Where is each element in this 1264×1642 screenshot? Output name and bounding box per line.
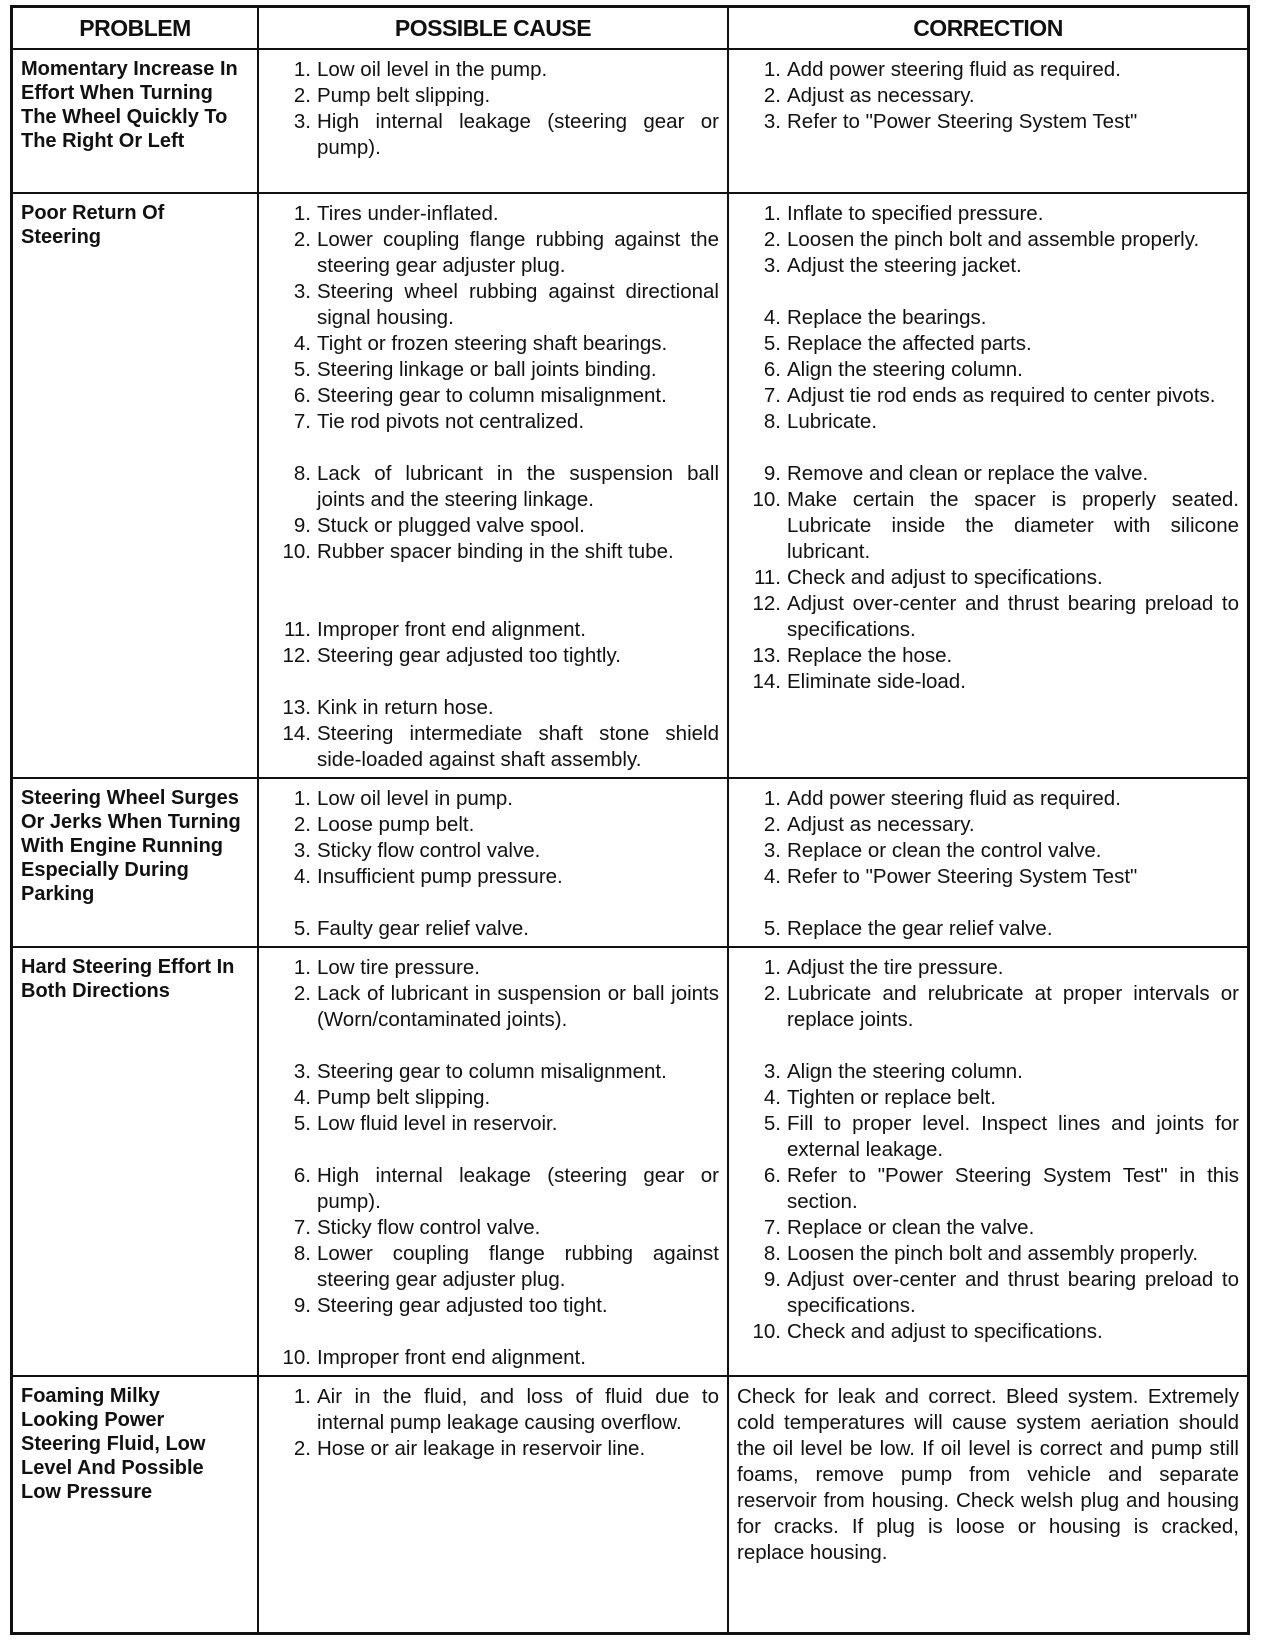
item-number: 5. [293, 917, 311, 940]
list-item [267, 1241, 719, 1293]
item-number: 11. [754, 566, 781, 589]
item-text: Lack of lubricant in the suspension ball joints and the steering linkage. [317, 462, 719, 511]
problem-cell [13, 778, 258, 947]
item-text: Lubricate and relubricate at proper intervals or replace joints. [787, 982, 1239, 1031]
list-item [737, 83, 1239, 109]
list-item [737, 227, 1239, 253]
item-text: Steering linkage or ball joints binding. [317, 358, 657, 381]
item-number: 4. [293, 1086, 311, 1109]
item-number: 6. [293, 384, 311, 407]
item-number: 2. [293, 84, 311, 107]
list-item [737, 1163, 1239, 1215]
problem-cell [13, 947, 258, 1376]
item-text: Steering gear to column misalignment. [317, 1060, 667, 1083]
item-number: 8. [293, 1242, 311, 1265]
item-text: Adjust over-center and thrust bearing preload to specifications. [787, 1268, 1239, 1317]
list-item [737, 57, 1239, 83]
cause-cell [258, 947, 728, 1376]
item-number: 2. [763, 982, 781, 1005]
item-text: Lack of lubricant in suspension or ball joints (Worn/contaminated joints). [317, 982, 719, 1031]
cause-list [267, 1384, 719, 1462]
item-number: 5. [763, 917, 781, 940]
item-text: Improper front end alignment. [317, 618, 586, 641]
item-text: Align the steering column. [787, 1060, 1023, 1083]
item-text: Refer to "Power Steering System Test" [787, 110, 1138, 133]
item-text: Stuck or plugged valve spool. [317, 514, 585, 537]
list-item [737, 565, 1239, 591]
item-text: Loosen the pinch bolt and assemble properly. [787, 228, 1200, 251]
cause-list [267, 201, 719, 773]
table-row [13, 947, 1247, 1376]
list-item [267, 1436, 719, 1462]
list-item [267, 617, 719, 643]
list-item [267, 1059, 719, 1085]
table-row [13, 1376, 1247, 1632]
item-text: Steering gear adjusted too tight. [317, 1294, 608, 1317]
list-item [267, 1111, 719, 1137]
item-number: 3. [763, 254, 781, 277]
item-text: Tie rod pivots not centralized. [317, 410, 585, 433]
list-item [267, 201, 719, 227]
list-item [267, 864, 719, 890]
list-item [737, 1215, 1239, 1241]
header-correction: CORRECTION [728, 8, 1247, 49]
item-number: 1. [763, 202, 781, 225]
item-text: Tires under-inflated. [317, 202, 499, 225]
item-text: Insufficient pump pressure. [317, 865, 563, 888]
item-number: 3. [763, 1060, 781, 1083]
item-number: 4. [763, 1086, 781, 1109]
item-text: Add power steering fluid as required. [787, 58, 1121, 81]
list-item [267, 383, 719, 409]
header-row [13, 8, 1247, 49]
list-item [267, 1085, 719, 1111]
item-text: Fill to proper level. Inspect lines and joints for external leakage. [787, 1112, 1239, 1161]
item-text: Loose pump belt. [317, 813, 475, 836]
item-number: 14. [752, 670, 781, 693]
list-item [737, 109, 1239, 135]
item-text: Steering intermediate shaft stone shield side-loaded against shaft assembly. [317, 722, 719, 771]
list-item [267, 1345, 719, 1371]
table-row [13, 49, 1247, 193]
item-number: 5. [763, 332, 781, 355]
item-text: Adjust the steering jacket. [787, 254, 1022, 277]
list-item [737, 1319, 1239, 1345]
item-text: Loosen the pinch bolt and assembly properly. [787, 1242, 1199, 1265]
item-text: Adjust tie rod ends as required to center pivots. [787, 384, 1216, 407]
item-text: Pump belt slipping. [317, 84, 491, 107]
list-item [737, 357, 1239, 383]
list-item [267, 279, 719, 331]
item-text: Remove and clean or replace the valve. [787, 462, 1149, 485]
item-number: 1. [293, 787, 311, 810]
list-item [267, 838, 719, 864]
item-text: Lower coupling flange rubbing against the steering gear adjuster plug. [317, 228, 719, 277]
item-number: 2. [293, 982, 311, 1005]
correction-cell [728, 193, 1247, 778]
diagnosis-table [13, 8, 1247, 1632]
list-item [737, 1267, 1239, 1319]
item-number: 2. [763, 228, 781, 251]
problem-cell [13, 193, 258, 778]
list-item [737, 1241, 1239, 1267]
item-number: 4. [293, 865, 311, 888]
correction-cell [728, 1376, 1247, 1632]
list-item [267, 812, 719, 838]
list-item [267, 1384, 719, 1436]
list-item [737, 331, 1239, 357]
table-row [13, 778, 1247, 947]
cause-list [267, 955, 719, 1371]
item-text: Inflate to specified pressure. [787, 202, 1044, 225]
item-text: Kink in return hose. [317, 696, 494, 719]
item-text: Adjust the tire pressure. [787, 956, 1004, 979]
item-number: 4. [763, 865, 781, 888]
list-item [267, 916, 719, 942]
item-number: 3. [293, 839, 311, 862]
correction-list [737, 201, 1239, 695]
item-text: Pump belt slipping. [317, 1086, 491, 1109]
item-number: 5. [763, 1112, 781, 1135]
item-number: 12. [282, 644, 311, 667]
item-text: High internal leakage (steering gear or pump). [317, 110, 719, 159]
list-item [737, 864, 1239, 890]
item-number: 9. [293, 1294, 311, 1317]
item-number: 2. [293, 228, 311, 251]
item-number: 10. [752, 488, 781, 511]
item-number: 5. [293, 358, 311, 381]
list-item [267, 331, 719, 357]
item-number: 10. [282, 1346, 311, 1369]
list-item [267, 643, 719, 669]
correction-list [737, 57, 1239, 135]
item-number: 3. [763, 839, 781, 862]
item-number: 3. [293, 110, 311, 133]
item-text: Adjust over-center and thrust bearing preload to specifications. [787, 592, 1239, 641]
item-number: 1. [293, 956, 311, 979]
item-text: Improper front end alignment. [317, 1346, 586, 1369]
item-number: 7. [293, 410, 311, 433]
list-item [737, 487, 1239, 565]
item-number: 3. [293, 280, 311, 303]
list-item [737, 812, 1239, 838]
item-text: Air in the fluid, and loss of fluid due to internal pump leakage causing overflow. [317, 1385, 719, 1434]
item-number: 2. [763, 813, 781, 836]
list-item [267, 695, 719, 721]
item-text: Replace or clean the control valve. [787, 839, 1102, 862]
list-item [267, 513, 719, 539]
item-text: High internal leakage (steering gear or pump). [317, 1164, 719, 1213]
item-text: Eliminate side-load. [787, 670, 966, 693]
item-text: Make certain the spacer is properly seated. Lubricate inside the diameter with silicone lubricant. [787, 488, 1239, 563]
item-number: 11. [284, 618, 311, 641]
item-text: Add power steering fluid as required. [787, 787, 1121, 810]
list-item [267, 461, 719, 513]
table-row [13, 193, 1247, 778]
problem-cell [13, 1376, 258, 1632]
item-text: Rubber spacer binding in the shift tube. [317, 540, 674, 563]
list-item [267, 955, 719, 981]
list-item [737, 981, 1239, 1033]
item-number: 2. [293, 813, 311, 836]
list-item [267, 721, 719, 773]
item-number: 3. [763, 110, 781, 133]
item-number: 1. [763, 787, 781, 810]
item-number: 6. [293, 1164, 311, 1187]
cause-list [267, 57, 719, 161]
item-text: Steering gear to column misalignment. [317, 384, 667, 407]
list-item [267, 1293, 719, 1319]
item-number: 9. [763, 1268, 781, 1291]
item-text: Refer to "Power Steering System Test" in this section. [787, 1164, 1239, 1213]
item-number: 1. [293, 202, 311, 225]
item-text: Tighten or replace belt. [787, 1086, 996, 1109]
list-item [267, 57, 719, 83]
item-number: 9. [293, 514, 311, 537]
list-item [737, 409, 1239, 435]
list-item [267, 83, 719, 109]
item-number: 8. [763, 1242, 781, 1265]
item-text: Align the steering column. [787, 358, 1023, 381]
item-text: Replace the gear relief valve. [787, 917, 1053, 940]
list-item [737, 1111, 1239, 1163]
list-item [737, 786, 1239, 812]
cause-cell [258, 1376, 728, 1632]
item-text: Hose or air leakage in reservoir line. [317, 1437, 646, 1460]
item-text: Sticky flow control valve. [317, 1216, 541, 1239]
problem-text: Foaming Milky Looking Power Steering Fluid, Low Level And Possible Low Pressure [21, 1385, 206, 1503]
list-item [267, 227, 719, 279]
header-possible-cause: POSSIBLE CAUSE [258, 8, 728, 49]
cause-cell [258, 49, 728, 193]
correction-list [737, 786, 1239, 942]
list-item [737, 1085, 1239, 1111]
correction-cell [728, 778, 1247, 947]
item-number: 13. [282, 696, 311, 719]
list-item [267, 109, 719, 161]
problem-cell [13, 49, 258, 193]
item-text: Sticky flow control valve. [317, 839, 541, 862]
item-text: Replace the hose. [787, 644, 953, 667]
cause-cell [258, 193, 728, 778]
item-number: 7. [763, 1216, 781, 1239]
list-item [737, 201, 1239, 227]
problem-text: Steering Wheel Surges Or Jerks When Turning With Engine Running Especially During Parking [21, 787, 241, 905]
item-number: 9. [763, 462, 781, 485]
item-text: Refer to "Power Steering System Test" [787, 865, 1138, 888]
correction-paragraph: Check for leak and correct. Bleed system. Extremely cold temperatures will cause system aeriation should the oil level be low. If oil level is correct and pump still foams, remove pump from vehicle and separate reservoir from housing. Check welsh plug and housing for cracks. If plug is loose or housing is cracked, replace housing. [737, 1385, 1239, 1564]
list-item [737, 1059, 1239, 1085]
list-item [267, 539, 719, 565]
item-text: Check and adjust to specifications. [787, 1320, 1103, 1343]
item-number: 1. [763, 956, 781, 979]
item-number: 8. [763, 410, 781, 433]
correction-list [737, 955, 1239, 1345]
item-number: 10. [282, 540, 311, 563]
item-number: 14. [282, 722, 311, 745]
item-text: Steering wheel rubbing against directional signal housing. [317, 280, 719, 329]
item-number: 12. [752, 592, 781, 615]
list-item [737, 461, 1239, 487]
item-text: Steering gear adjusted too tightly. [317, 644, 621, 667]
item-number: 1. [293, 1385, 311, 1408]
item-text: Lower coupling flange rubbing against steering gear adjuster plug. [317, 1242, 719, 1291]
item-number: 1. [293, 58, 311, 81]
item-number: 7. [763, 384, 781, 407]
item-number: 2. [763, 84, 781, 107]
list-item [267, 1215, 719, 1241]
troubleshooting-table [10, 5, 1250, 1635]
list-item [267, 981, 719, 1033]
list-item [737, 253, 1239, 279]
list-item [737, 383, 1239, 409]
item-text: Low oil level in pump. [317, 787, 513, 810]
item-number: 4. [763, 306, 781, 329]
item-text: Lubricate. [787, 410, 878, 433]
list-item [267, 1163, 719, 1215]
correction-cell [728, 49, 1247, 193]
problem-text: Momentary Increase In Effort When Turning The Wheel Quickly To The Right Or Left [21, 58, 238, 152]
item-number: 4. [293, 332, 311, 355]
list-item [737, 669, 1239, 695]
item-text: Replace the affected parts. [787, 332, 1032, 355]
item-number: 6. [763, 358, 781, 381]
item-text: Low oil level in the pump. [317, 58, 548, 81]
item-number: 13. [752, 644, 781, 667]
item-number: 7. [293, 1216, 311, 1239]
item-text: Replace or clean the valve. [787, 1216, 1035, 1239]
list-item [737, 838, 1239, 864]
problem-text: Poor Return Of Steering [21, 202, 165, 248]
problem-text: Hard Steering Effort In Both Directions [21, 956, 235, 1002]
item-text: Check and adjust to specifications. [787, 566, 1103, 589]
list-item [737, 305, 1239, 331]
item-number: 2. [293, 1437, 311, 1460]
item-text: Faulty gear relief valve. [317, 917, 529, 940]
correction-cell [728, 947, 1247, 1376]
item-text: Low tire pressure. [317, 956, 480, 979]
cause-list [267, 786, 719, 942]
list-item [267, 409, 719, 435]
item-text: Low fluid level in reservoir. [317, 1112, 558, 1135]
item-text: Replace the bearings. [787, 306, 987, 329]
item-text: Adjust as necessary. [787, 84, 975, 107]
item-number: 1. [763, 58, 781, 81]
list-item [737, 643, 1239, 669]
item-number: 8. [293, 462, 311, 485]
list-item [267, 357, 719, 383]
header-problem: PROBLEM [13, 8, 258, 49]
list-item [737, 955, 1239, 981]
list-item [737, 591, 1239, 643]
item-number: 5. [293, 1112, 311, 1135]
item-number: 10. [752, 1320, 781, 1343]
item-number: 3. [293, 1060, 311, 1083]
list-item [267, 786, 719, 812]
item-number: 6. [763, 1164, 781, 1187]
list-item [737, 916, 1239, 942]
item-text: Adjust as necessary. [787, 813, 975, 836]
cause-cell [258, 778, 728, 947]
item-text: Tight or frozen steering shaft bearings. [317, 332, 668, 355]
